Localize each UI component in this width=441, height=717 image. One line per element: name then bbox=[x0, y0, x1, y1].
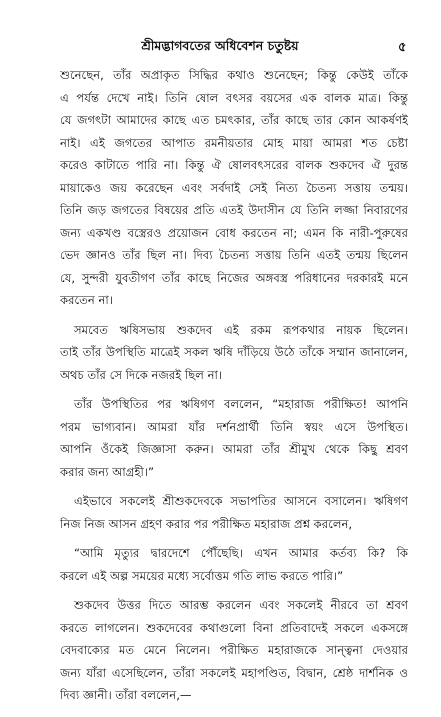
text-line: তিনি জড় জগতের বিষয়ের প্রতি এতই উদাসীন যে তিনি লজ্জা নিবারণের bbox=[60, 203, 408, 217]
text-line: যে, সুন্দরী যুবতীগণ তাঁর কাছে নিজের অঙ্গবস্ত্র পরিধানের দরকারই মনে bbox=[60, 270, 408, 285]
paragraph-gap bbox=[60, 386, 408, 393]
text-line: করেও কাটাতে পারি না। কিন্তু ঐ ষোলবৎসরের বালক শুকদেব ঐ দুরন্ত bbox=[60, 158, 408, 172]
running-title: শ্রীমদ্ভাগবতের অধিবেশন চতুষ্টয় bbox=[141, 38, 299, 53]
text-line: শুনেছেন, তাঁর অপ্রাকৃত সিদ্ধির কথাও শুনেছেন; কিন্তু কেউই তাঁকে bbox=[60, 68, 408, 82]
text-line: আপনি ওঁকেই জিজ্ঞাসা করুন। আমরা তাঁর শ্রীমুখ থেকে কিছু শ্রবণ bbox=[60, 442, 408, 456]
text-line: নাই। এই জগতের আপাত রমনীয়তার মোহ মায়া আমরা শত চেষ্টা bbox=[60, 135, 408, 150]
text-line: যে জগৎটা আমাদের কাছে এত চমৎকার, তাঁর কাছে তার কোন আকর্ষণই bbox=[60, 113, 408, 127]
text-line: পরম ভাগ্যবান। আমরা যাঁর দর্শনপ্রার্থী তিনি স্বয়ং এসে উপস্থিত। bbox=[60, 419, 408, 434]
text-line: অথচ তাঁর সে দিকে নজরই ছিল না। bbox=[60, 367, 223, 382]
paragraph bbox=[60, 393, 408, 483]
text-line: “আমি মৃত্যুর দ্বারদেশে পৌঁছেছি। এখন আমার কর্তব্য কি? কি bbox=[74, 546, 408, 560]
paragraph bbox=[60, 594, 408, 707]
text-line: করতেন না। bbox=[60, 293, 113, 307]
paragraph-gap bbox=[60, 535, 408, 542]
paragraph bbox=[60, 490, 408, 535]
text-line: শুকদেব উত্তর দিতে আরম্ভ করলেন এবং সকলেই নীরবে তা শ্রবণ bbox=[74, 598, 408, 612]
text-line: করার জন্য আগ্রহী।” bbox=[60, 464, 155, 479]
paragraph-gap bbox=[60, 587, 408, 594]
text-line: করতে লাগলেন। শুকদেবের কথাগুলো বিনা প্রতিবাদেই সকলে একসঙ্গে bbox=[60, 620, 408, 635]
text-line: মায়াকেও জয় করেছেন এবং সর্বদাই সেই নিত্য চৈতন্য সত্তায় তন্ময়। bbox=[60, 180, 408, 195]
text-line: এইভাবে সকলেই শ্রীশুকদেবকে সভাপতির আসনে বসালেন। ঋষিগণ bbox=[74, 494, 408, 508]
text-line: সমবেত ঋষিসভায় শুকদেব এই রকম রূপকথার নায়ক ছিলেন। bbox=[74, 322, 408, 337]
body-text bbox=[60, 64, 408, 707]
paragraph-gap bbox=[60, 483, 408, 490]
text-line: বেদবাক্যের মত মেনে নিলেন। পরীক্ষিত মহারাজকে সান্ত্বনা দেওয়ার bbox=[60, 643, 408, 657]
text-line: জন্য একখণ্ড বস্ত্রেরও প্রয়োজন বোধ করতেন না; এমন কি নারী-পুরুষের bbox=[60, 225, 408, 240]
page-header bbox=[0, 38, 441, 58]
paragraph bbox=[60, 64, 408, 312]
text-line: করলে এই অল্প সময়ের মধ্যে সর্বোত্তম গতি লাভ করতে পারি।” bbox=[60, 568, 344, 583]
paragraph bbox=[60, 319, 408, 387]
text-line: নিজ নিজ আসন গ্রহণ করার পর পরীক্ষিত মহারাজ প্রশ্ন করলেন, bbox=[60, 516, 353, 531]
text-line: তাই তাঁর উপস্থিতি মাত্রেই সকল ঋষি দাঁড়িয়ে উঠে তাঁকে সম্মান জানালেন, bbox=[60, 345, 408, 359]
paragraph bbox=[60, 542, 408, 587]
text-line: ভেদ জ্ঞানও তাঁর ছিল না। দিব্য চৈতন্য সত্তায় তিনি এতই তন্ময় ছিলেন bbox=[60, 248, 408, 262]
text-line: তাঁর উপস্থিতির পর ঋষিগণ বললেন, “মহারাজ পরীক্ষিত! আপনি bbox=[74, 397, 408, 411]
text-line: দিব্য জ্ঞানী। তাঁরা বললেন,— bbox=[60, 688, 192, 702]
text-line: জন্য যাঁরা এসেছিলেন, তাঁরা সকলেই মহাপণ্ডিত, বিদ্বান, শ্রেষ্ঠ দার্শনিক ও bbox=[60, 665, 408, 680]
page-number: ৫ bbox=[398, 40, 407, 55]
text-line: এ পর্যন্ত দেখে নাই। তিনি ষোল বৎসর বয়সের এক বালক মাত্র। কিন্তু bbox=[60, 90, 408, 105]
paragraph-gap bbox=[60, 312, 408, 319]
